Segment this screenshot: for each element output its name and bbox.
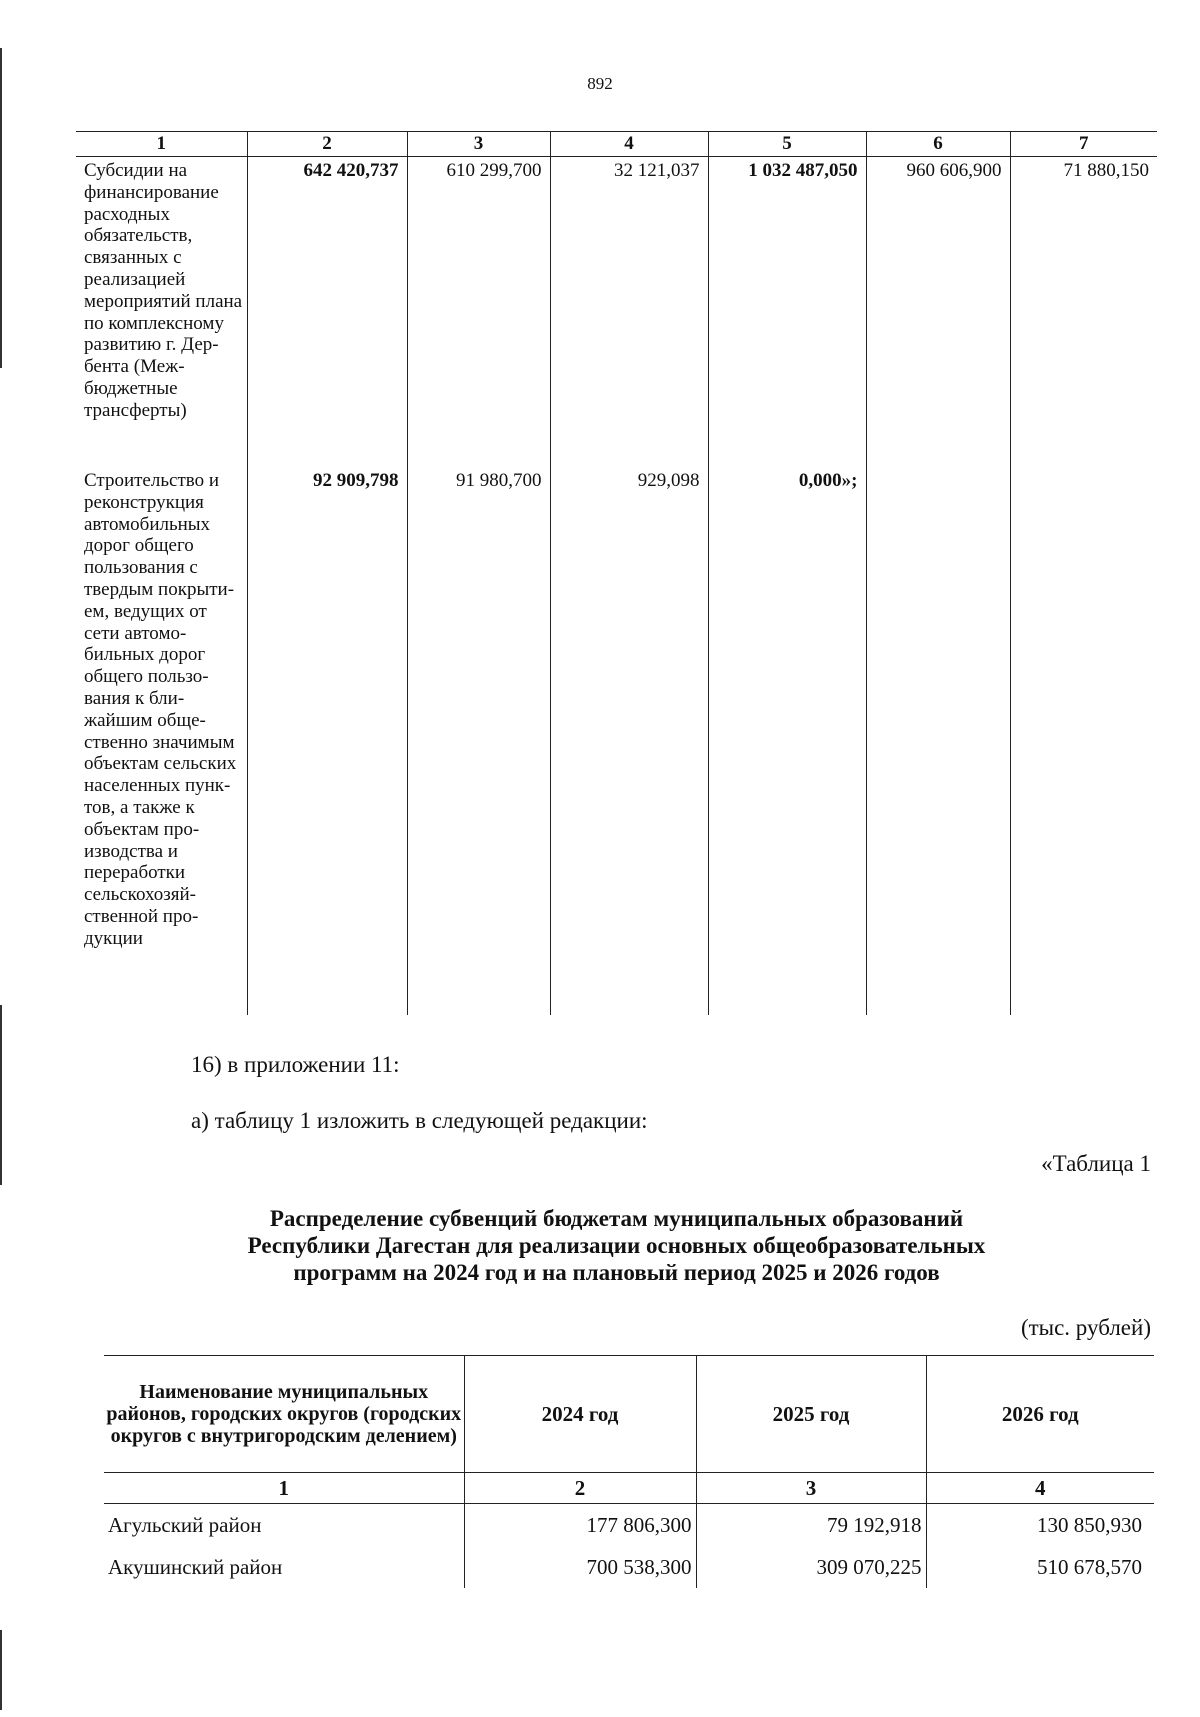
- column-number: 5: [708, 132, 866, 157]
- column-number: 3: [696, 1473, 926, 1504]
- column-number: 1: [76, 132, 247, 157]
- cell-value: 0,000»;: [708, 467, 866, 1015]
- subsidies-table-continuation: [76, 131, 1157, 1015]
- paragraph-table-1-instruction: а) таблицу 1 изложить в следующей редакции:: [191, 1108, 648, 1133]
- cell-value: 71 880,150: [1010, 157, 1157, 468]
- table-label: «Таблица 1: [1041, 1151, 1151, 1176]
- cell-value: 960 606,900: [866, 157, 1010, 468]
- value-2025: 309 070,225: [696, 1546, 926, 1588]
- cell-value: 642 420,737: [247, 157, 407, 468]
- table-header-row: [76, 132, 1157, 157]
- value-2025: 79 192,918: [696, 1504, 926, 1547]
- column-number: 2: [247, 132, 407, 157]
- title-line: программ на 2024 год и на плановый период 2025 и 2026 годов: [293, 1260, 940, 1285]
- column-number: 1: [104, 1473, 464, 1504]
- value-2026: 130 850,930: [926, 1504, 1154, 1547]
- row-name: Субсидии на финансирование расходных обязательств, связанных с реализацией мероприятий плана по комплексному развитию г. Дербента (Межбюджетные трансферты): [76, 157, 247, 468]
- column-number: 7: [1010, 132, 1157, 157]
- scan-margin-mark: [0, 1630, 2, 1710]
- scan-margin-mark: [0, 48, 2, 368]
- paragraph-appendix-11: 16) в приложении 11:: [191, 1052, 400, 1077]
- row-name: Строительство и реконструкция автомобильных дорог общего пользования с твердым покрытием, ведущих от сети автомобильных дорог общего пользования к ближайшим общественно значимым объектам сельских населенных пунктов, а также к объектам производства и переработки сельскохозяйственной продукции: [76, 467, 247, 1015]
- column-number: 4: [550, 132, 708, 157]
- cell-value: 91 980,700: [407, 467, 550, 1015]
- table-header-row: [104, 1356, 1154, 1473]
- column-number: 6: [866, 132, 1010, 157]
- cell-value: 92 909,798: [247, 467, 407, 1015]
- value-2024: 700 538,300: [464, 1546, 696, 1588]
- column-header-2025: 2025 год: [696, 1356, 926, 1473]
- cell-value: 929,098: [550, 467, 708, 1015]
- cell-value: [866, 467, 1010, 1015]
- district-name: Агульский район: [104, 1504, 464, 1547]
- column-number: 3: [407, 132, 550, 157]
- column-header-name: Наименование муниципальных районов, городских округов (городских округов с внутригородским делением): [104, 1356, 464, 1473]
- scan-margin-mark: [0, 1005, 2, 1185]
- cell-value: 610 299,700: [407, 157, 550, 468]
- district-name: Акушинский район: [104, 1546, 464, 1588]
- units-label: (тыс. рублей): [1020, 1315, 1151, 1340]
- value-2024: 177 806,300: [464, 1504, 696, 1547]
- title-line: Распределение субвенций бюджетам муниципальных образований: [269, 1206, 964, 1231]
- table-row: [76, 467, 1157, 1015]
- subventions-table: [104, 1355, 1154, 1588]
- value-2026: 510 678,570: [926, 1546, 1154, 1588]
- column-header-2026: 2026 год: [926, 1356, 1154, 1473]
- column-number: 2: [464, 1473, 696, 1504]
- column-number: 4: [926, 1473, 1154, 1504]
- column-number-row: [104, 1473, 1154, 1504]
- cell-value: 1 032 487,050: [708, 157, 866, 468]
- table-row: [104, 1546, 1154, 1588]
- table-title: [76, 1205, 1157, 1286]
- cell-value: [1010, 467, 1157, 1015]
- title-line: Республики Дагестан для реализации основных общеобразовательных: [247, 1233, 986, 1258]
- column-header-2024: 2024 год: [464, 1356, 696, 1473]
- table-row: [76, 157, 1157, 468]
- table-row: [104, 1504, 1154, 1547]
- cell-value: 32 121,037: [550, 157, 708, 468]
- page-number: 892: [587, 74, 613, 93]
